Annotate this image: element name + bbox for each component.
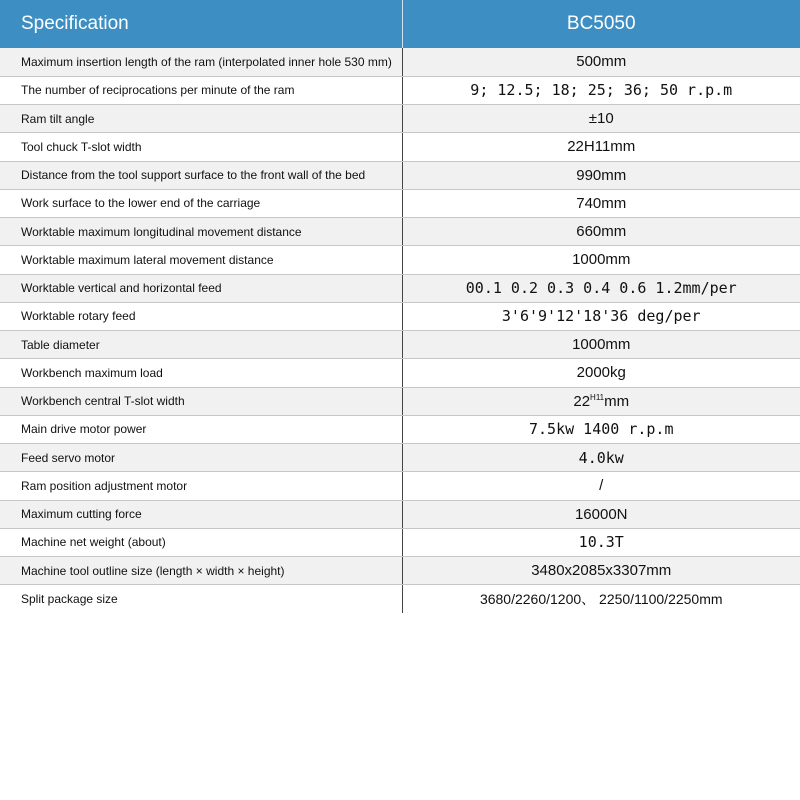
value-unit: mm <box>604 392 630 410</box>
spec-label: Feed servo motor <box>0 444 402 472</box>
table-header-row <box>0 0 800 48</box>
spec-label: Machine tool outline size (length × width × height) <box>0 557 402 585</box>
table-row <box>0 585 800 613</box>
spec-value: 9; 12.5; 18; 25; 36; 50 r.p.m <box>402 76 800 104</box>
spec-value: 500mm <box>402 48 800 76</box>
spec-value <box>402 387 800 415</box>
table-row <box>0 189 800 217</box>
spec-value: 1000mm <box>402 331 800 359</box>
table-row <box>0 444 800 472</box>
spec-label: Machine net weight (about) <box>0 528 402 556</box>
table-row <box>0 472 800 500</box>
spec-label: Ram tilt angle <box>0 105 402 133</box>
table-row <box>0 246 800 274</box>
spec-label: Ram position adjustment motor <box>0 472 402 500</box>
table-row <box>0 557 800 585</box>
spec-value: 660mm <box>402 218 800 246</box>
table-row <box>0 331 800 359</box>
table-row <box>0 528 800 556</box>
value-superscript: H11 <box>590 392 605 402</box>
table-row <box>0 387 800 415</box>
spec-label: Maximum cutting force <box>0 500 402 528</box>
table-row <box>0 500 800 528</box>
spec-value: 10.3T <box>402 528 800 556</box>
spec-label: Worktable maximum lateral movement distance <box>0 246 402 274</box>
spec-value: ±10 <box>402 105 800 133</box>
spec-value: 2000kg <box>402 359 800 387</box>
spec-label: Tool chuck T-slot width <box>0 133 402 161</box>
table-row <box>0 105 800 133</box>
spec-label: Distance from the tool support surface to the front wall of the bed <box>0 161 402 189</box>
spec-label: Worktable maximum longitudinal movement distance <box>0 218 402 246</box>
spec-value: 7.5kw 1400 r.p.m <box>402 415 800 443</box>
spec-value: 740mm <box>402 189 800 217</box>
spec-label: Worktable vertical and horizontal feed <box>0 274 402 302</box>
spec-value: 990mm <box>402 161 800 189</box>
spec-label: Workbench central T-slot width <box>0 387 402 415</box>
spec-value: 22H11mm <box>402 133 800 161</box>
model-header: BC5050 <box>566 13 636 34</box>
spec-value: 4.0kw <box>402 444 800 472</box>
spec-value: 1000mm <box>402 246 800 274</box>
spec-label: Table diameter <box>0 331 402 359</box>
table-row <box>0 76 800 104</box>
table-row <box>0 274 800 302</box>
spec-value: 3'6'9'12'18'36 deg/per <box>402 302 800 330</box>
spec-value: 3680/2260/1200、 2250/1100/2250mm <box>479 591 723 608</box>
spec-label: The number of reciprocations per minute of the ram <box>0 76 402 104</box>
specification-header: Specification <box>0 0 402 48</box>
table-row <box>0 133 800 161</box>
spec-value: 3480x2085x3307mm <box>402 557 800 585</box>
spec-label: Worktable rotary feed <box>0 302 402 330</box>
spec-label: Split package size <box>0 585 402 613</box>
table-row <box>0 218 800 246</box>
spec-value: 00.1 0.2 0.3 0.4 0.6 1.2mm/per <box>402 274 800 302</box>
table-row <box>0 359 800 387</box>
table-row <box>0 48 800 76</box>
spec-label: Workbench maximum load <box>0 359 402 387</box>
table-row <box>0 302 800 330</box>
spec-label: Maximum insertion length of the ram (interpolated inner hole 530 mm) <box>0 48 402 76</box>
table-row <box>0 415 800 443</box>
spec-value: 16000N <box>402 500 800 528</box>
value-base: 22 <box>573 392 591 410</box>
spec-label: Work surface to the lower end of the carriage <box>0 189 402 217</box>
spec-value: / <box>402 472 800 500</box>
spec-label: Main drive motor power <box>0 415 402 443</box>
table-row <box>0 161 800 189</box>
